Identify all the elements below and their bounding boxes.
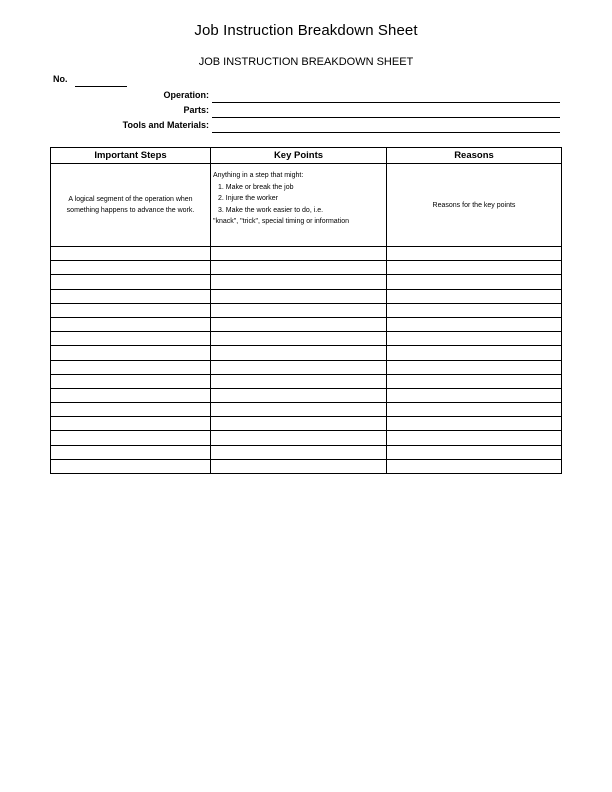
important-step-cell[interactable] [51,289,211,303]
operation-label: Operation: [163,90,209,100]
important-step-cell[interactable] [51,403,211,417]
key-point-cell[interactable] [211,374,387,388]
parts-underline [212,117,560,118]
important-step-cell[interactable] [51,388,211,402]
tools-materials-field[interactable] [212,120,564,132]
table-row [51,374,562,388]
key-point-item: 1. Make or break the job [218,183,294,191]
table-row [51,289,562,303]
key-point-cell[interactable] [211,332,387,346]
no-field[interactable] [76,75,130,87]
reason-cell[interactable] [387,289,562,303]
key-point-cell[interactable] [211,261,387,275]
table-row [51,360,562,374]
important-step-cell[interactable] [51,275,211,289]
key-point-item: 3. Make the work easier to do, i.e. [218,206,324,214]
reason-cell[interactable] [387,445,562,459]
table-row [51,388,562,402]
steps-guide-text: A logical segment of the operation when something happens to advance the work. [51,164,211,247]
tools-materials-underline [212,132,560,133]
table-row [51,346,562,360]
important-step-cell[interactable] [51,445,211,459]
important-step-cell[interactable] [51,417,211,431]
important-step-cell[interactable] [51,459,211,473]
reason-cell[interactable] [387,346,562,360]
table-row [51,261,562,275]
page-title: Job Instruction Breakdown Sheet [194,22,418,39]
key-points-guide [211,164,387,247]
breakdown-table [50,147,562,474]
reason-cell[interactable] [387,317,562,331]
key-points-intro: Anything in a step that might: [213,172,304,179]
table-row [51,445,562,459]
reason-cell[interactable] [387,247,562,261]
key-point-cell[interactable] [211,459,387,473]
important-step-cell[interactable] [51,332,211,346]
reason-cell[interactable] [387,275,562,289]
reason-cell[interactable] [387,403,562,417]
guide-row [51,164,562,247]
operation-field[interactable] [212,90,564,102]
important-step-cell[interactable] [51,247,211,261]
column-header-important-steps: Important Steps [51,148,211,164]
table-row [51,459,562,473]
table-row [51,417,562,431]
table-row [51,303,562,317]
table-row [51,403,562,417]
reason-cell[interactable] [387,374,562,388]
key-point-cell[interactable] [211,403,387,417]
reason-cell[interactable] [387,303,562,317]
tools-materials-label: Tools and Materials: [122,120,209,130]
parts-field[interactable] [212,105,564,117]
key-point-cell[interactable] [211,431,387,445]
key-point-cell[interactable] [211,346,387,360]
no-label: No. [53,74,68,84]
important-step-cell[interactable] [51,303,211,317]
reason-cell[interactable] [387,388,562,402]
important-step-cell[interactable] [51,360,211,374]
key-point-cell[interactable] [211,289,387,303]
reason-cell[interactable] [387,459,562,473]
key-point-cell[interactable] [211,275,387,289]
key-points-tail: "knack", "trick", special timing or information [213,218,349,225]
table-row [51,317,562,331]
reason-cell[interactable] [387,417,562,431]
key-point-cell[interactable] [211,317,387,331]
reason-cell[interactable] [387,431,562,445]
important-step-cell[interactable] [51,431,211,445]
important-step-cell[interactable] [51,317,211,331]
sheet-heading: JOB INSTRUCTION BREAKDOWN SHEET [198,56,414,68]
column-header-key-points: Key Points [211,148,387,164]
important-step-cell[interactable] [51,374,211,388]
key-point-cell[interactable] [211,360,387,374]
key-point-cell[interactable] [211,445,387,459]
key-point-cell[interactable] [211,388,387,402]
table-row [51,332,562,346]
key-point-item: 2. Injure the worker [218,195,278,202]
table-row [51,275,562,289]
parts-label: Parts: [183,105,209,115]
table-row [51,431,562,445]
table-header-row [51,148,562,164]
operation-underline [212,102,560,103]
reasons-guide-text: Reasons for the key points [387,164,562,247]
important-step-cell[interactable] [51,346,211,360]
table-row [51,247,562,261]
column-header-reasons: Reasons [387,148,562,164]
reason-cell[interactable] [387,332,562,346]
reason-cell[interactable] [387,360,562,374]
important-step-cell[interactable] [51,261,211,275]
reason-cell[interactable] [387,261,562,275]
key-point-cell[interactable] [211,247,387,261]
key-point-cell[interactable] [211,303,387,317]
key-point-cell[interactable] [211,417,387,431]
